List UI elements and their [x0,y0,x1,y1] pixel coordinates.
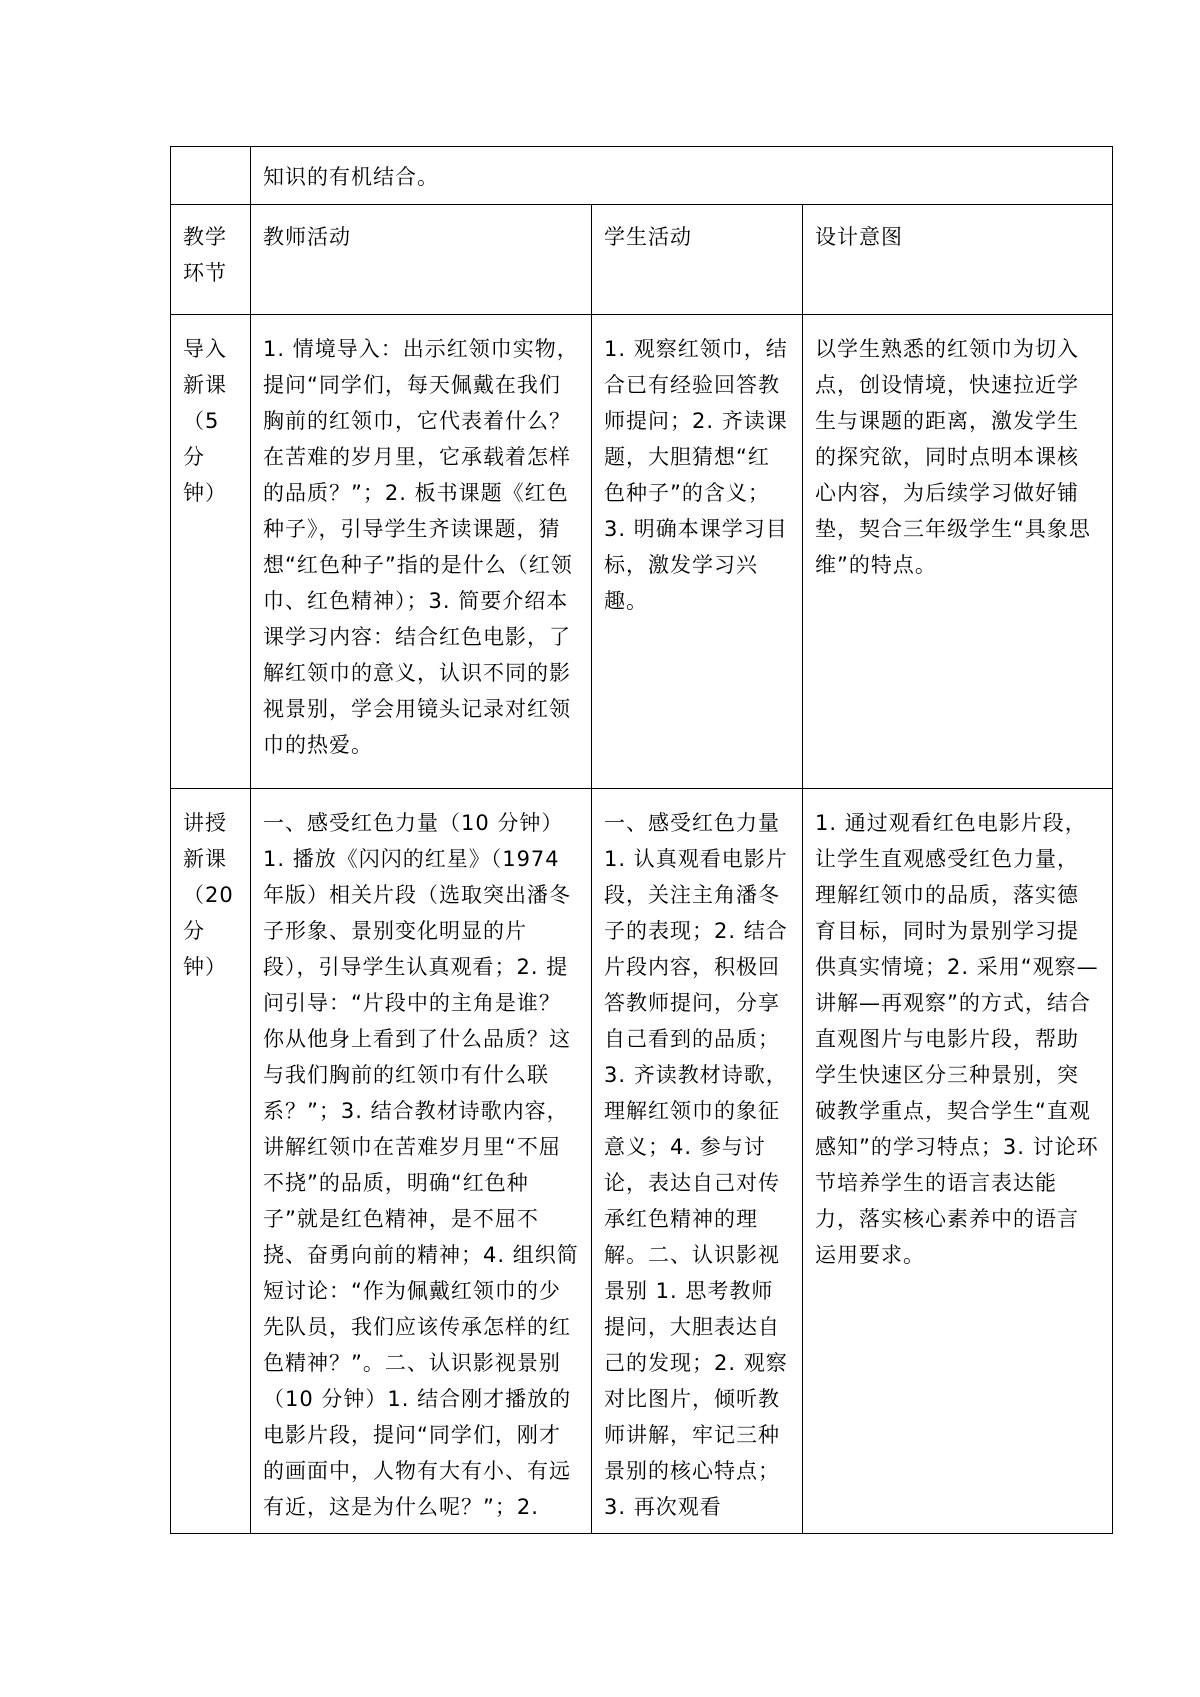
row-stage: 导入新课（5分钟） [171,315,251,789]
row-design-intent: 以学生熟悉的红领巾为切入点，创设情境，快速拉近学生与课题的距离，激发学生的探究欲，同时点明本课核心内容，为后续学习做好铺垫，契合三年级学生“具象思维”的特点。 [803,315,1113,789]
header-student: 学生活动 [592,205,803,315]
row-teacher-activity: 1. 情境导入：出示红领巾实物，提问“同学们，每天佩戴在我们胸前的红领巾，它代表着什么？在苦难的岁月里，它承载着怎样的品质？”；2. 板书课题《红色种子》，引导学生齐读课题，猜想“红色种子”指的是什么（红领巾、红色精神）；3. 简要介绍本课学习内容：结合红色电影，了解红领巾的意义，认识不同的影视景别，学会用镜头记录对红领巾的热爱。 [251,315,592,789]
header-intent: 设计意图 [803,205,1113,315]
table-row [171,789,1113,1534]
row-student-activity: 1. 观察红领巾，结合已有经验回答教师提问；2. 齐读课题，大胆猜想“红色种子”的含义；3. 明确本课学习目标，激发学习兴趣。 [592,315,803,789]
lesson-plan-table [170,146,1113,1534]
row-design-intent: 1. 通过观看红色电影片段，让学生直观感受红色力量，理解红领巾的品质，落实德育目标，同时为景别学习提供真实情境；2. 采用“观察—讲解—再观察”的方式，结合直观图片与电影片段，帮助学生快速区分三种景别，突破教学重点，契合学生“直观感知”的学习特点；3. 讨论环节培养学生的语言表达能力，落实核心素养中的语言运用要求。 [803,789,1113,1534]
continued-row [171,147,1113,205]
header-row [171,205,1113,315]
header-teacher: 教师活动 [251,205,592,315]
continued-row-text: 知识的有机结合。 [251,147,1113,205]
row-stage: 讲授新课（20分钟） [171,789,251,1534]
continued-row-stage-cell [171,147,251,205]
header-stage: 教学环节 [171,205,251,315]
row-teacher-activity: 一、感受红色力量（10 分钟）1. 播放《闪闪的红星》（1974 年版）相关片段（选取突出潘冬子形象、景别变化明显的片段），引导学生认真观看；2. 提问引导：“片段中的主角是谁？你从他身上看到了什么品质？这与我们胸前的红领巾有什么联系？”；3. 结合教材诗歌内容，讲解红领巾在苦难岁月里“不屈不挠”的品质，明确“红色种子”就是红色精神，是不屈不挠、奋勇向前的精神；4. 组织简短讨论：“作为佩戴红领巾的少先队员，我们应该传承怎样的红色精神？”。二、认识影视景别（10 分钟）1. 结合刚才播放的电影片段，提问“同学们，刚才的画面中，人物有大有小、有远有近，这是为什么呢？”；2. [251,789,592,1534]
row-student-activity: 一、感受红色力量 1. 认真观看电影片段，关注主角潘冬子的表现；2. 结合片段内容，积极回答教师提问，分享自己看到的品质；3. 齐读教材诗歌，理解红领巾的象征意义；4. 参与讨论，表达自己对传承红色精神的理解。二、认识影视景别 1. 思考教师提问，大胆表达自己的发现；2. 观察对比图片，倾听教师讲解，牢记三种景别的核心特点；3. 再次观看 [592,789,803,1534]
table-row [171,315,1113,789]
